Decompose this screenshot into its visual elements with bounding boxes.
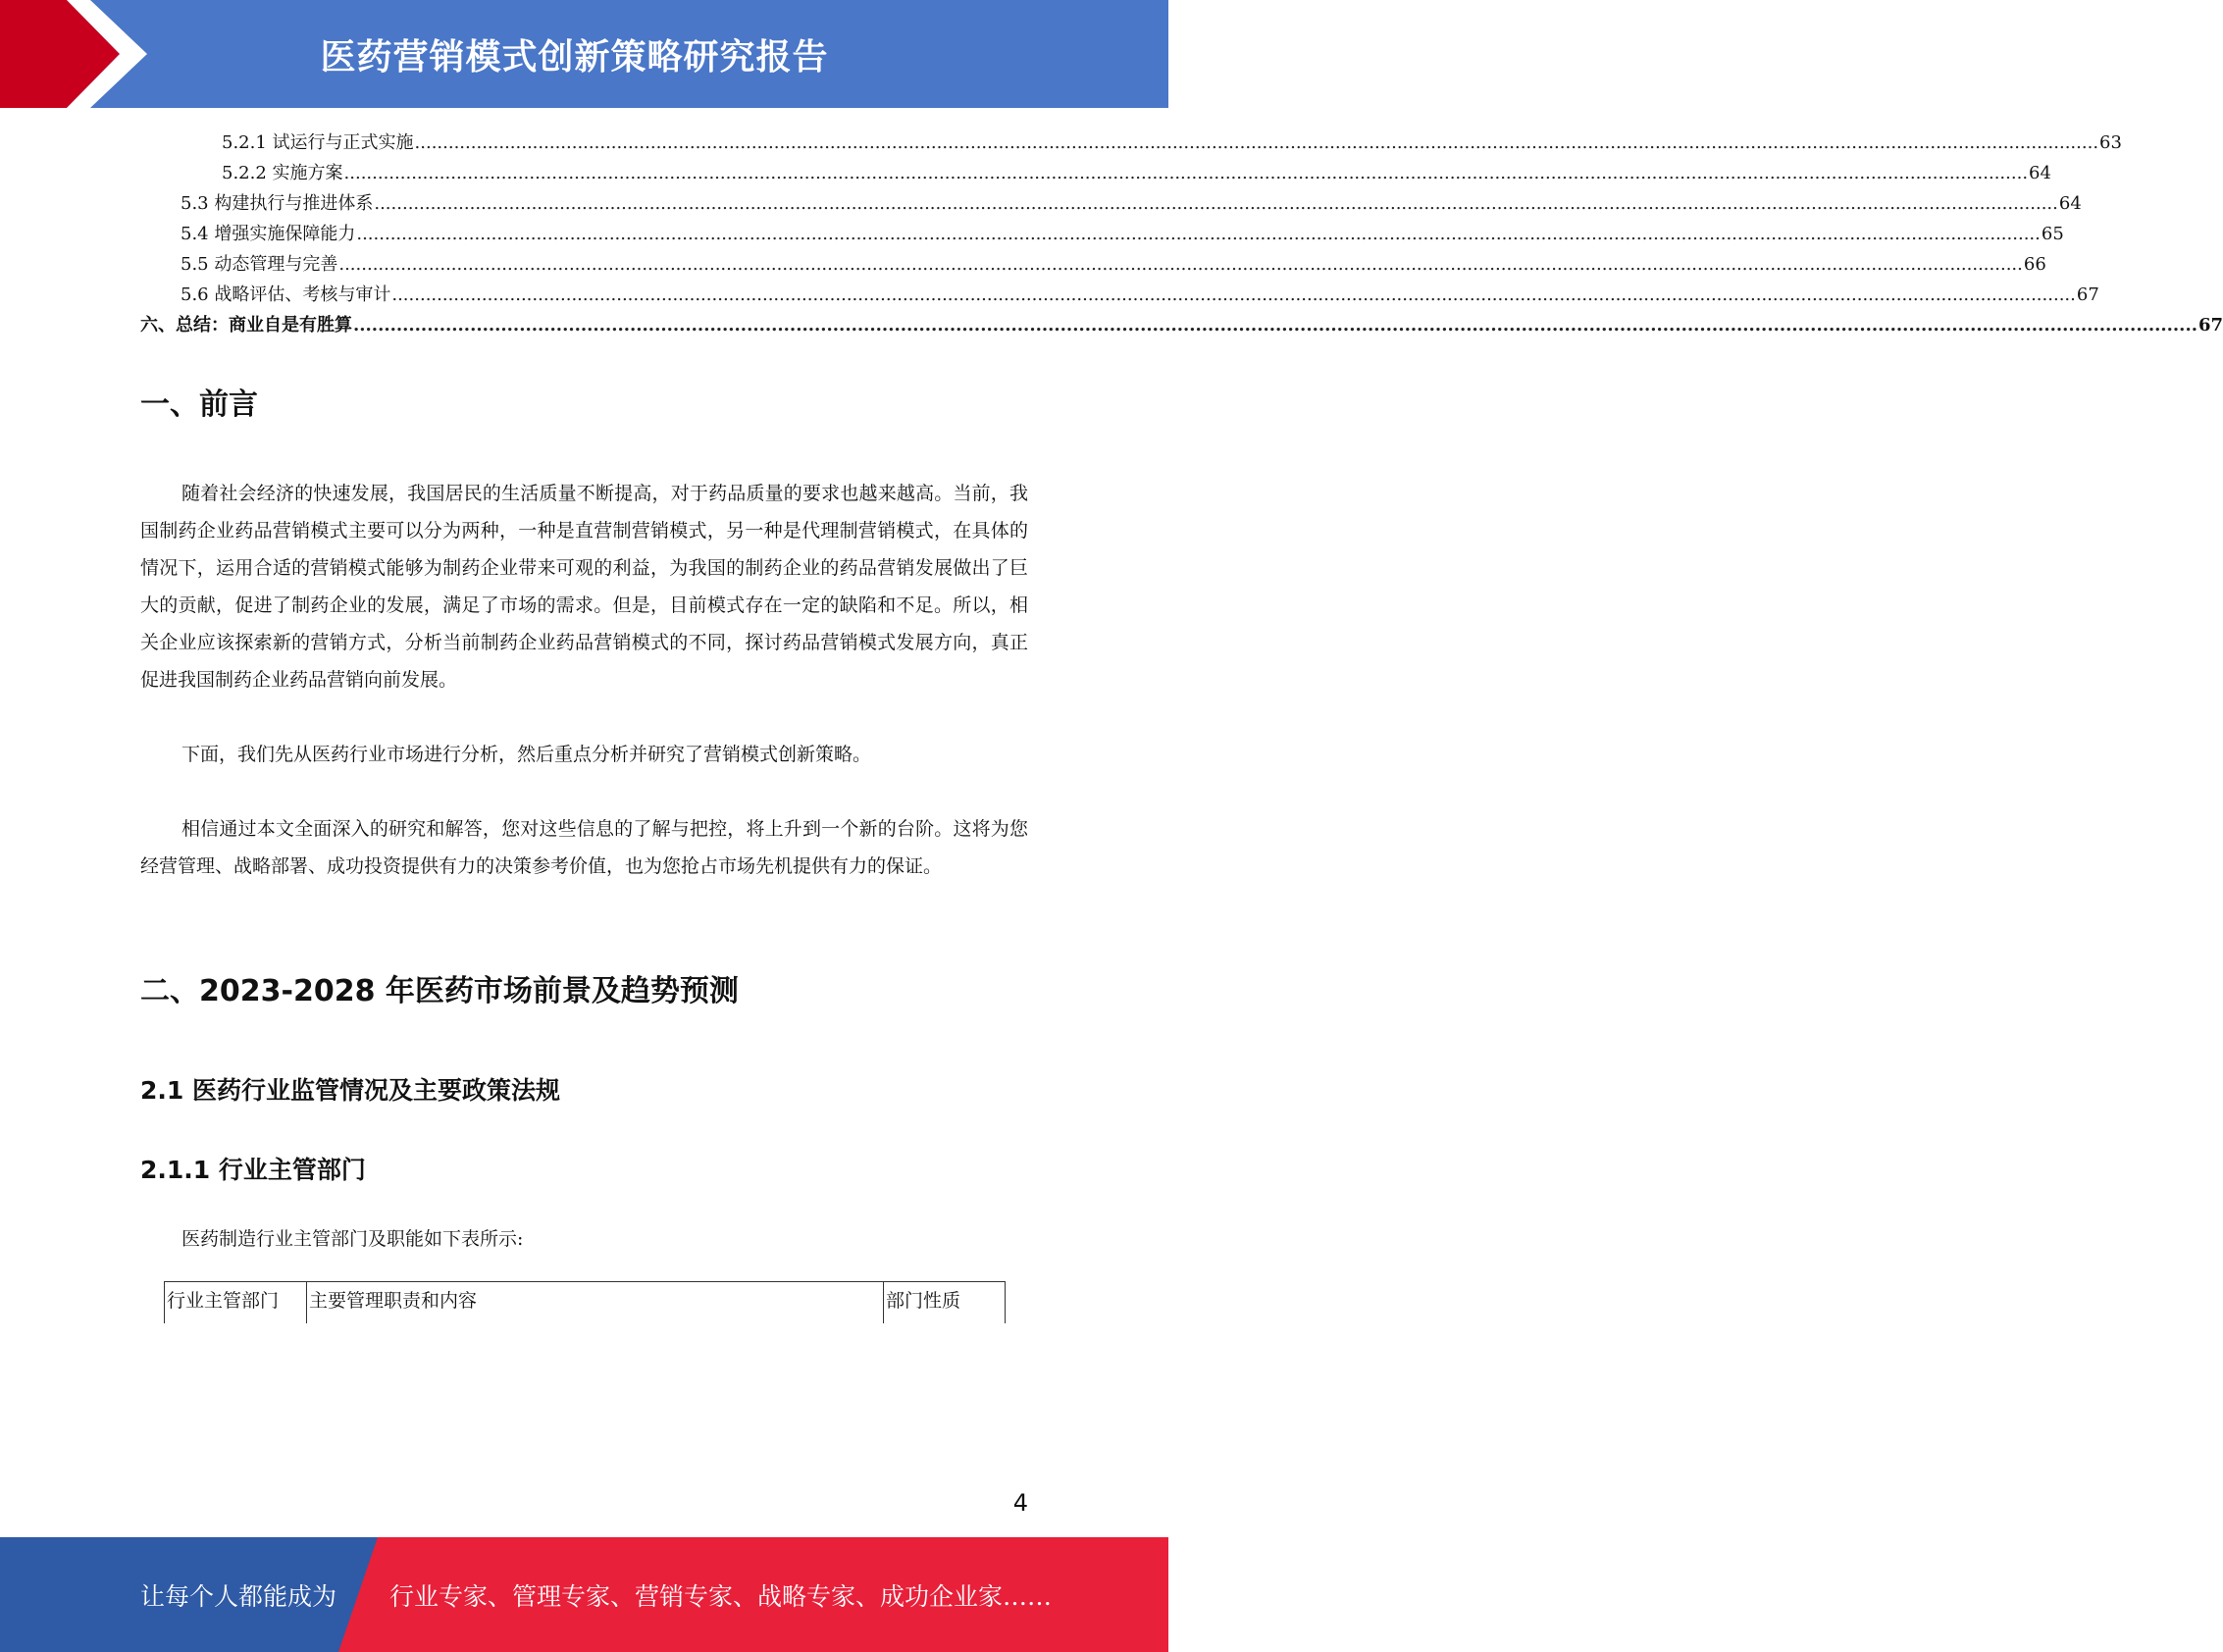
- subsection-heading-regulation: 2.1 医药行业监管情况及主要政策法规: [140, 1076, 560, 1105]
- toc-leader-dots: ............................................................................................................................................................................................................................................................................................................: [391, 284, 2076, 305]
- table-header-row: [165, 1282, 1006, 1324]
- footer-slogan-right: 行业专家、管理专家、营销专家、战略专家、成功企业家……: [389, 1581, 1053, 1611]
- toc-leader-dots: ............................................................................................................................................................................................................................................................................................................: [343, 163, 2029, 183]
- toc-leader-dots: ............................................................................................................................................................................................................................................................................................................: [353, 315, 2197, 336]
- section-heading-preface: 一、前言: [140, 387, 258, 422]
- table-of-contents: [140, 128, 2223, 340]
- authorities-table: [164, 1281, 1006, 1323]
- toc-entry-label: 5.3 构建执行与推进体系: [181, 193, 374, 214]
- table-header-cell: 行业主管部门: [165, 1282, 307, 1324]
- toc-entry-label: 5.4 增强实施保障能力: [181, 224, 356, 244]
- header-banner: [0, 0, 1168, 108]
- toc-entry-page: 63: [2099, 132, 2122, 153]
- toc-entry-label: 5.2.2 实施方案: [222, 163, 343, 183]
- toc-entry-page: 64: [2058, 193, 2082, 214]
- header-arrow-decoration: [0, 0, 147, 108]
- table-header-cell: 主要管理职责和内容: [307, 1282, 884, 1324]
- body-paragraph: 下面，我们先从医药行业市场进行分析，然后重点分析并研究了营销模式创新策略。: [181, 744, 872, 765]
- page-number: 4: [1012, 1489, 1028, 1517]
- toc-entry-page: 67: [2197, 315, 2223, 336]
- section-heading-market-forecast: 二、2023-2028 年医药市场前景及趋势预测: [140, 974, 739, 1008]
- footer-banner: [0, 1537, 1168, 1652]
- table-header-cell: 部门性质: [884, 1282, 1006, 1324]
- toc-leader-dots: ............................................................................................................................................................................................................................................................................................................: [356, 224, 2041, 244]
- toc-entry-label: 5.2.1 试运行与正式实施: [222, 132, 414, 153]
- toc-entry[interactable]: [140, 219, 2064, 249]
- toc-entry[interactable]: [140, 158, 2051, 188]
- toc-entry[interactable]: [140, 249, 2046, 280]
- toc-entry[interactable]: [140, 128, 2122, 158]
- toc-entry-label: 六、总结：商业自是有胜算: [140, 315, 352, 336]
- toc-entry-label: 5.5 动态管理与完善: [181, 254, 338, 275]
- toc-leader-dots: ............................................................................................................................................................................................................................................................................................................: [338, 254, 2023, 275]
- toc-leader-dots: ............................................................................................................................................................................................................................................................................................................: [374, 193, 2058, 214]
- toc-entry-label: 5.6 战略评估、考核与审计: [181, 284, 391, 305]
- body-paragraph: 相信通过本文全面深入的研究和解答，您对这些信息的了解与把控，将上升到一个新的台阶。这将为您经营管理、战略部署、成功投资提供有力的决策参考价值，也为您抢占市场先机提供有力的保证。: [140, 818, 1028, 877]
- toc-entry[interactable]: [140, 280, 2099, 310]
- toc-entry[interactable]: [140, 188, 2082, 219]
- toc-entry-page: 65: [2041, 224, 2064, 244]
- subsection-heading-authorities: 2.1.1 行业主管部门: [140, 1156, 366, 1184]
- toc-entry[interactable]: [140, 310, 2223, 340]
- body-paragraph: 随着社会经济的快速发展，我国居民的生活质量不断提高，对于药品质量的要求也越来越高。当前，我国制药企业药品营销模式主要可以分为两种，一种是直营制营销模式，另一种是代理制营销模式，在具体的情况下，运用合适的营销模式能够为制药企业带来可观的利益，为我国的制药企业的药品营销发展做出了巨大的贡献，促进了制药企业的发展，满足了市场的需求。但是，目前模式存在一定的缺陷和不足。所以，相关企业应该探索新的营销方式，分析当前制药企业药品营销模式的不同，探讨药品营销模式发展方向，真正促进我国制药企业药品营销向前发展。: [140, 483, 1028, 691]
- toc-entry-page: 66: [2023, 254, 2046, 275]
- footer-slogan-left: 让每个人都能成为: [140, 1581, 337, 1611]
- toc-entry-page: 64: [2029, 163, 2051, 183]
- body-paragraph: 医药制造行业主管部门及职能如下表所示:: [181, 1228, 524, 1250]
- report-title: 医药营销模式创新策略研究报告: [320, 36, 829, 77]
- toc-leader-dots: ............................................................................................................................................................................................................................................................................................................: [414, 132, 2099, 153]
- toc-entry-page: 67: [2076, 284, 2099, 305]
